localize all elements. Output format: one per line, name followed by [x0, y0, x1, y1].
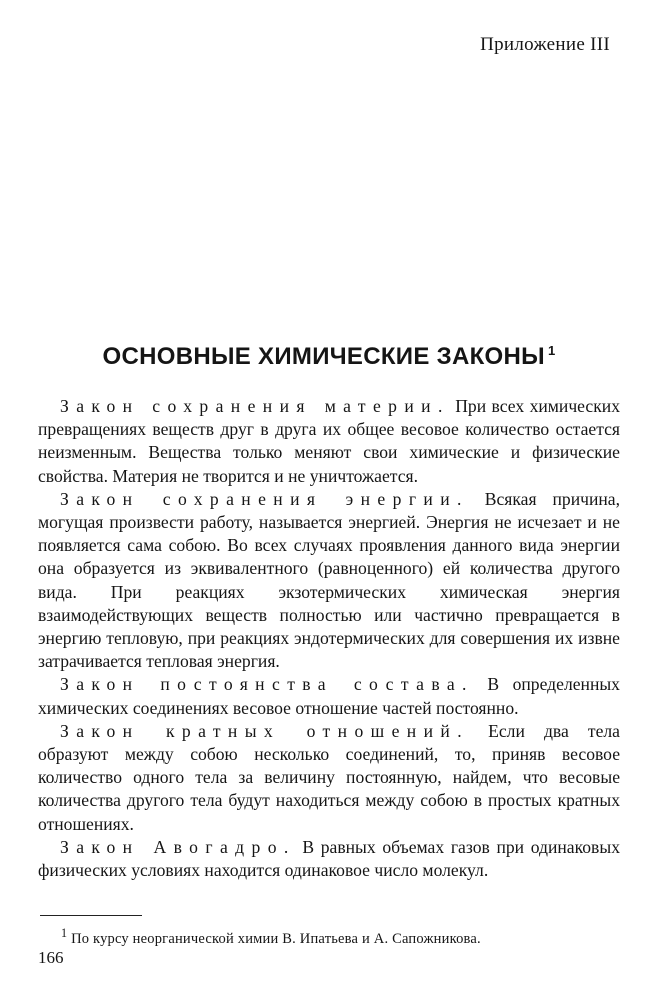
paragraph-avogadro-law: [38, 836, 620, 882]
law-description: В определенных химических соединениях весовое отношение частей постоянно.: [38, 674, 620, 718]
law-name: Закон сохранения материи.: [60, 396, 450, 416]
paragraph-multiple-proportions: [38, 720, 620, 836]
page-number: 166: [38, 948, 64, 967]
paragraph-conservation-of-matter: [38, 395, 620, 488]
law-description: Всякая причина, могущая произвести работу, называется энергией. Энергия не исчезает и не появляется сама собою. Во всех случаях проявления данного вида энергии она образуется из эквивалентного (равноценного) ей количества другого вида. При реакциях экзотермических химическая энергия взаимодействующих веществ полностью или частично превращается в энергию тепловую, при реакциях эндотермических для совершения их извне затрачивается тепловая энергия.: [38, 488, 620, 672]
law-name: Закон Авогадро.: [60, 836, 296, 857]
footnote-text: По курсу неорганической химии В. Ипатьева и А. Сапожникова.: [71, 930, 481, 947]
title-text: ОСНОВНЫЕ ХИМИЧЕСКИЕ ЗАКОНЫ: [102, 343, 545, 370]
law-name: Закон сохранения энергии.: [60, 488, 469, 509]
paragraph-constant-composition: [38, 673, 620, 719]
law-description: Если два тела образуют между собою несколько соединений, то, приняв весовое количество одного тела за величину постоянную, найдем, что весовые количества другого тела будут находиться между собою в простых кратных отношениях.: [38, 720, 620, 834]
paragraph-conservation-of-energy: [38, 488, 620, 674]
page-title: [0, 343, 658, 371]
footnote: [61, 926, 481, 948]
body-text: [38, 395, 620, 882]
running-header: Приложение III: [480, 34, 610, 55]
law-description: При всех химических превращениях веществ друг в друга их общее весовое количество остается неизменным. Вещества только меняют свои химические и физические свойства. Материя не творится и не уничтожается.: [38, 396, 621, 486]
law-description: В равных объемах газов при одинаковых физических условиях находится одинаковое число молекул.: [38, 836, 620, 881]
law-name: Закон постоянства состава.: [60, 674, 474, 695]
footnote-mark: 1: [61, 926, 68, 940]
law-name: Закон кратных отношений.: [60, 720, 469, 741]
footnote-divider: [40, 915, 142, 916]
title-footnote-mark: 1: [547, 343, 556, 358]
